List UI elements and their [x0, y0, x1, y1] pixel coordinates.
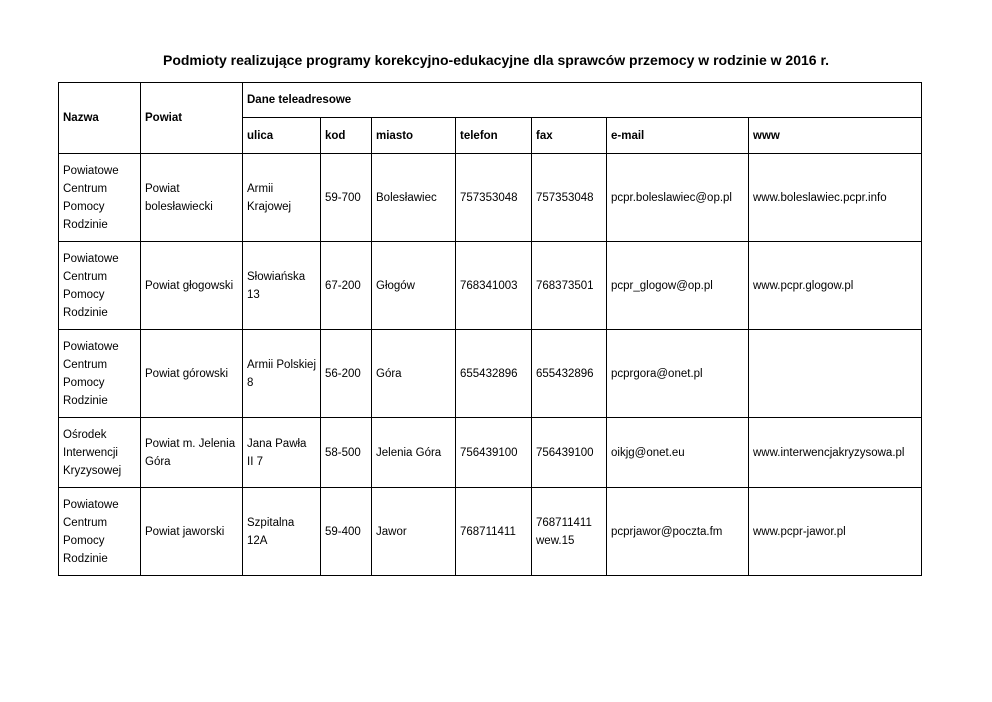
cell-telefon: 757353048	[456, 154, 532, 242]
table-row	[59, 488, 922, 576]
cell-fax: 768373501	[532, 242, 607, 330]
header-fax: fax	[532, 118, 607, 154]
cell-miasto: Góra	[372, 330, 456, 418]
header-www: www	[749, 118, 922, 154]
document-title: Podmioty realizujące programy korekcyjno-edukacyjne dla sprawców przemocy w rodzinie w 2016 r.	[162, 52, 830, 68]
header-telefon: telefon	[456, 118, 532, 154]
cell-powiat: Powiat m. Jelenia Góra	[141, 418, 243, 488]
cell-telefon: 768711411	[456, 488, 532, 576]
cell-kod: 58-500	[321, 418, 372, 488]
header-dane-teleadresowe: Dane teleadresowe	[243, 83, 922, 118]
cell-email: pcpr_glogow@op.pl	[607, 242, 749, 330]
cell-telefon: 768341003	[456, 242, 532, 330]
header-email: e-mail	[607, 118, 749, 154]
cell-email: pcpr.boleslawiec@op.pl	[607, 154, 749, 242]
cell-www	[749, 330, 922, 418]
cell-www: www.boleslawiec.pcpr.info	[749, 154, 922, 242]
header-kod: kod	[321, 118, 372, 154]
table-row	[59, 154, 922, 242]
cell-email: pcprgora@onet.pl	[607, 330, 749, 418]
cell-kod: 67-200	[321, 242, 372, 330]
cell-nazwa: Powiatowe Centrum Pomocy Rodzinie	[59, 154, 141, 242]
cell-www: www.pcpr.glogow.pl	[749, 242, 922, 330]
cell-ulica: Armii Polskiej 8	[243, 330, 321, 418]
cell-ulica: Jana Pawła II 7	[243, 418, 321, 488]
cell-fax: 757353048	[532, 154, 607, 242]
cell-www: www.pcpr-jawor.pl	[749, 488, 922, 576]
cell-powiat: Powiat głogowski	[141, 242, 243, 330]
entities-table	[58, 82, 922, 576]
cell-fax: 655432896	[532, 330, 607, 418]
cell-nazwa: Powiatowe Centrum Pomocy Rodzinie	[59, 330, 141, 418]
cell-www: www.interwencjakryzysowa.pl	[749, 418, 922, 488]
table-row	[59, 418, 922, 488]
cell-powiat: Powiat górowski	[141, 330, 243, 418]
cell-nazwa: Powiatowe Centrum Pomocy Rodzinie	[59, 242, 141, 330]
cell-kod: 56-200	[321, 330, 372, 418]
cell-ulica: Słowiańska 13	[243, 242, 321, 330]
cell-miasto: Jawor	[372, 488, 456, 576]
table-row	[59, 242, 922, 330]
header-ulica: ulica	[243, 118, 321, 154]
cell-powiat: Powiat bolesławiecki	[141, 154, 243, 242]
cell-nazwa: Powiatowe Centrum Pomocy Rodzinie	[59, 488, 141, 576]
cell-fax: 768711411 wew.15	[532, 488, 607, 576]
cell-kod: 59-400	[321, 488, 372, 576]
cell-email: pcprjawor@poczta.fm	[607, 488, 749, 576]
cell-powiat: Powiat jaworski	[141, 488, 243, 576]
header-miasto: miasto	[372, 118, 456, 154]
cell-ulica: Szpitalna 12A	[243, 488, 321, 576]
cell-fax: 756439100	[532, 418, 607, 488]
cell-telefon: 756439100	[456, 418, 532, 488]
cell-miasto: Jelenia Góra	[372, 418, 456, 488]
cell-miasto: Bolesławiec	[372, 154, 456, 242]
header-row-1	[59, 83, 922, 118]
table-row	[59, 330, 922, 418]
cell-email: oikjg@onet.eu	[607, 418, 749, 488]
cell-kod: 59-700	[321, 154, 372, 242]
header-nazwa: Nazwa	[59, 83, 141, 154]
header-powiat: Powiat	[141, 83, 243, 154]
cell-ulica: Armii Krajowej	[243, 154, 321, 242]
cell-telefon: 655432896	[456, 330, 532, 418]
cell-nazwa: Ośrodek Interwencji Kryzysowej	[59, 418, 141, 488]
cell-miasto: Głogów	[372, 242, 456, 330]
